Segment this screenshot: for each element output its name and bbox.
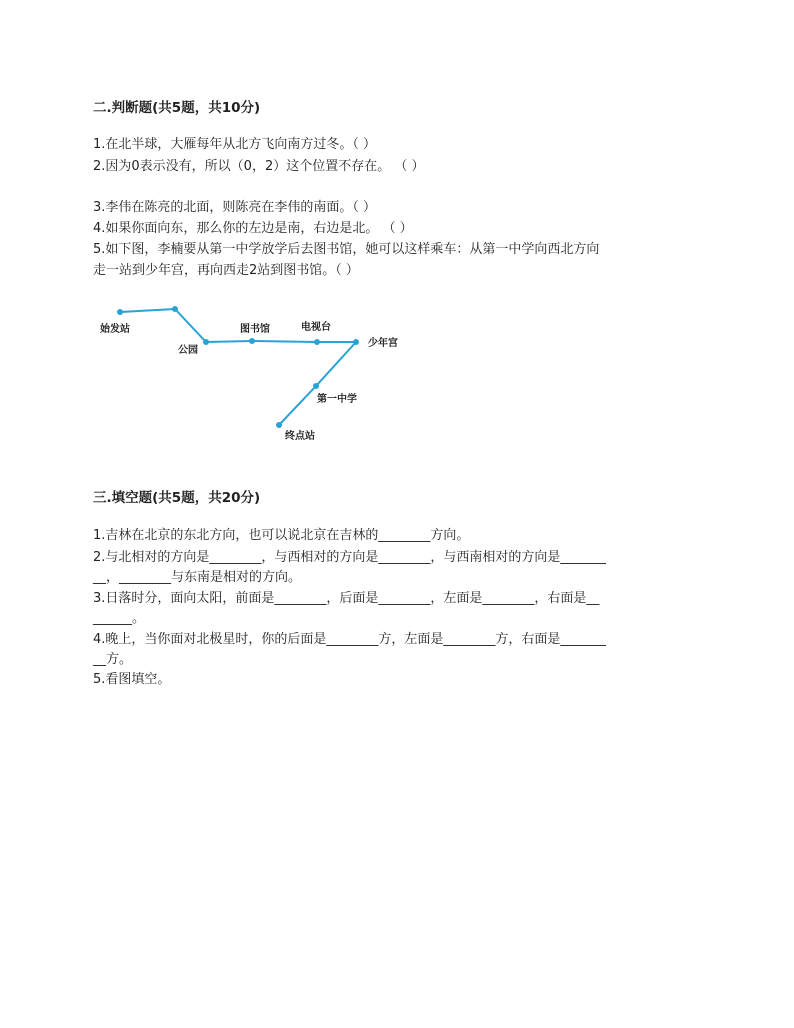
question-3-4-line1: 4.晚上，当你面对北极星时，你的后面是________方，左面是________方，右面是_______ — [93, 632, 606, 647]
station-dot-park — [203, 339, 209, 345]
station-dot-corner — [172, 306, 178, 312]
station-label-first-school: 第一中学 — [317, 394, 357, 405]
station-dot-tv-station — [314, 339, 320, 345]
station-dot-library — [249, 338, 255, 344]
question-3-4-line2: __方。 — [93, 652, 133, 667]
station-label-park: 公园 — [178, 345, 198, 356]
question-2-3: 3.李伟在陈亮的北面，则陈亮在李伟的南面。（ ） — [93, 200, 377, 215]
question-3-1: 1.吉林在北京的东北方向，也可以说北京在吉林的________方向。 — [93, 528, 470, 543]
question-3-5: 5.看图填空。 — [93, 672, 171, 687]
section2-title: 二.判断题(共5题，共10分) — [93, 100, 261, 116]
question-2-4: 4.如果你面向东，那么你的左边是南，右边是北。 （ ） — [93, 221, 413, 236]
station-label-start: 始发站 — [100, 324, 130, 335]
station-label-tv-station: 电视台 — [301, 322, 331, 333]
station-label-library: 图书馆 — [240, 324, 270, 335]
station-dot-first-school — [313, 383, 319, 389]
station-dot-start — [117, 309, 123, 315]
question-3-3-line1: 3.日落时分，面向太阳，前面是________，后面是________，左面是________，右面是__ — [93, 591, 600, 606]
question-3-3-line2: ______。 — [93, 611, 146, 626]
station-label-terminal: 终点站 — [285, 431, 315, 442]
section3-title: 三.填空题(共5题，共20分) — [93, 490, 261, 506]
station-dot-youth-palace — [353, 339, 359, 345]
question-3-2-line1: 2.与北相对的方向是________，与西相对的方向是________，与西南相对的方向是_______ — [93, 550, 606, 565]
station-label-youth-palace: 少年宫 — [368, 338, 398, 349]
question-3-2-line2: __，________与东南是相对的方向。 — [93, 570, 302, 585]
question-2-1: 1.在北半球，大雁每年从北方飞向南方过冬。（ ） — [93, 137, 377, 152]
question-2-5-line1: 5.如下图，李楠要从第一中学放学后去图书馆，她可以这样乘车：从第一中学向西北方向 — [93, 242, 600, 257]
bus-route-map — [88, 296, 418, 451]
question-2-2: 2.因为0表示没有，所以（0，2）这个位置不存在。 （ ） — [93, 159, 425, 174]
station-dot-terminal — [276, 422, 282, 428]
question-2-5-line2: 走一站到少年宫，再向西走2站到图书馆。（ ） — [93, 263, 359, 278]
